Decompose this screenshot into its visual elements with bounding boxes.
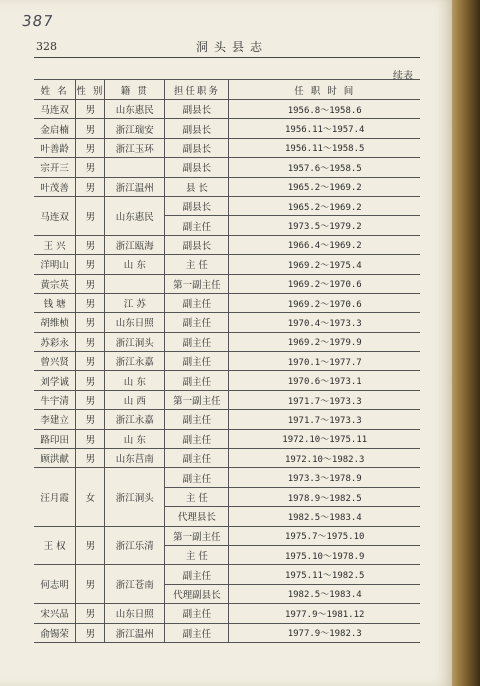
sex-cell: 男	[76, 274, 105, 293]
name-cell: 黄宗英	[34, 274, 76, 293]
name-cell: 曾兴贤	[34, 352, 76, 371]
sex-cell: 男	[76, 235, 105, 254]
name-cell: 马连双	[34, 100, 76, 119]
name-cell: 汪月霞	[34, 468, 76, 526]
origin-cell: 山东日照	[105, 313, 165, 332]
table-row	[34, 410, 420, 429]
origin-cell: 浙江温州	[105, 623, 165, 642]
post-cell: 副主任	[165, 293, 229, 312]
name-cell: 金启楠	[34, 119, 76, 138]
post-cell: 副主任	[165, 410, 229, 429]
post-cell: 副县长	[165, 138, 229, 157]
name-cell: 顾洪献	[34, 449, 76, 468]
table-row	[34, 468, 420, 487]
sex-cell: 男	[76, 410, 105, 429]
post-cell: 副主任	[165, 449, 229, 468]
post-cell: 副主任	[165, 313, 229, 332]
post-cell: 副县长	[165, 196, 229, 215]
term-cell: 1977.9～1982.3	[229, 623, 420, 642]
post-cell: 主 任	[165, 545, 229, 564]
header-rule	[34, 57, 420, 58]
handwritten-annotation: 387	[20, 12, 55, 30]
table-row	[34, 623, 420, 642]
sex-cell: 男	[76, 293, 105, 312]
post-cell: 副主任	[165, 604, 229, 623]
header-post: 担任职务	[165, 80, 229, 100]
table-row	[34, 449, 420, 468]
table-body	[34, 100, 420, 643]
running-title: 洞头县志	[196, 40, 269, 54]
book-spine-edge	[452, 0, 480, 686]
table-row	[34, 565, 420, 584]
term-cell: 1977.9～1981.12	[229, 604, 420, 623]
term-cell: 1966.4～1969.2	[229, 235, 420, 254]
name-cell: 王 兴	[34, 235, 76, 254]
name-cell: 苏彩永	[34, 332, 76, 351]
term-cell: 1970.1～1977.7	[229, 352, 420, 371]
post-cell: 第一副主任	[165, 390, 229, 409]
term-cell: 1957.6～1958.5	[229, 158, 420, 177]
post-cell: 副主任	[165, 565, 229, 584]
table-row	[34, 235, 420, 254]
sex-cell: 男	[76, 526, 105, 565]
name-cell: 俞锡荣	[34, 623, 76, 642]
post-cell: 副主任	[165, 352, 229, 371]
table-row	[34, 352, 420, 371]
table-row	[34, 255, 420, 274]
sex-cell: 男	[76, 196, 105, 235]
post-cell: 主 任	[165, 255, 229, 274]
origin-cell: 山东惠民	[105, 196, 165, 235]
term-cell: 1973.5～1979.2	[229, 216, 420, 235]
page-number: 328	[36, 40, 57, 53]
term-cell: 1972.10～1975.11	[229, 429, 420, 448]
sex-cell: 男	[76, 177, 105, 196]
origin-cell: 浙江瓯海	[105, 235, 165, 254]
origin-cell: 浙江苍南	[105, 565, 165, 604]
sex-cell: 男	[76, 623, 105, 642]
table-row	[34, 604, 420, 623]
sex-cell: 男	[76, 371, 105, 390]
term-cell: 1965.2～1969.2	[229, 196, 420, 215]
term-cell: 1982.5～1983.4	[229, 507, 420, 526]
table-row	[34, 371, 420, 390]
table-row	[34, 196, 420, 215]
term-cell: 1973.3～1978.9	[229, 468, 420, 487]
term-cell: 1969.2～1979.9	[229, 332, 420, 351]
origin-cell: 山 东	[105, 371, 165, 390]
term-cell: 1965.2～1969.2	[229, 177, 420, 196]
origin-cell: 山 东	[105, 255, 165, 274]
post-cell: 副县长	[165, 119, 229, 138]
origin-cell: 山东日照	[105, 604, 165, 623]
officials-table	[34, 79, 420, 643]
post-cell: 县 长	[165, 177, 229, 196]
term-cell: 1972.10～1982.3	[229, 449, 420, 468]
post-cell: 副主任	[165, 623, 229, 642]
table-row	[34, 390, 420, 409]
origin-cell: 山东莒南	[105, 449, 165, 468]
post-cell: 副主任	[165, 468, 229, 487]
sex-cell: 男	[76, 313, 105, 332]
name-cell: 路印田	[34, 429, 76, 448]
origin-cell: 浙江瑞安	[105, 119, 165, 138]
name-cell: 宗开三	[34, 158, 76, 177]
origin-cell: 山 西	[105, 390, 165, 409]
term-cell: 1956.11～1957.4	[229, 119, 420, 138]
term-cell: 1970.6～1973.1	[229, 371, 420, 390]
sex-cell: 男	[76, 158, 105, 177]
post-cell: 第一副主任	[165, 526, 229, 545]
sex-cell: 男	[76, 255, 105, 274]
name-cell: 李建立	[34, 410, 76, 429]
name-cell: 牛宇清	[34, 390, 76, 409]
post-cell: 代理县长	[165, 507, 229, 526]
post-cell: 副县长	[165, 158, 229, 177]
term-cell: 1978.9～1982.5	[229, 487, 420, 506]
name-cell: 钱 塘	[34, 293, 76, 312]
name-cell: 洋明山	[34, 255, 76, 274]
sex-cell: 男	[76, 565, 105, 604]
term-cell: 1971.7～1973.3	[229, 410, 420, 429]
term-cell: 1956.8～1958.6	[229, 100, 420, 119]
post-cell: 副主任	[165, 332, 229, 351]
post-cell: 副县长	[165, 235, 229, 254]
name-cell: 王 权	[34, 526, 76, 565]
name-cell: 叶善龄	[34, 138, 76, 157]
table-row	[34, 158, 420, 177]
sex-cell: 男	[76, 100, 105, 119]
header-sex: 性 别	[76, 80, 105, 100]
table-row	[34, 274, 420, 293]
sex-cell: 女	[76, 468, 105, 526]
term-cell: 1982.5～1983.4	[229, 584, 420, 603]
table-row	[34, 119, 420, 138]
sex-cell: 男	[76, 352, 105, 371]
table-row	[34, 293, 420, 312]
term-cell: 1969.2～1970.6	[229, 274, 420, 293]
sex-cell: 男	[76, 429, 105, 448]
sex-cell: 男	[76, 138, 105, 157]
term-cell: 1971.7～1973.3	[229, 390, 420, 409]
sex-cell: 男	[76, 332, 105, 351]
name-cell: 胡维桢	[34, 313, 76, 332]
name-cell: 叶茂善	[34, 177, 76, 196]
table-row	[34, 177, 420, 196]
name-cell: 刘学诚	[34, 371, 76, 390]
table-row	[34, 138, 420, 157]
sex-cell: 男	[76, 449, 105, 468]
name-cell: 何志明	[34, 565, 76, 604]
sex-cell: 男	[76, 390, 105, 409]
post-cell: 副主任	[165, 216, 229, 235]
origin-cell: 浙江永嘉	[105, 352, 165, 371]
origin-cell: 浙江乐清	[105, 526, 165, 565]
term-cell: 1956.11～1958.5	[229, 138, 420, 157]
post-cell: 代理副县长	[165, 584, 229, 603]
header-term: 任 职 时 间	[229, 80, 420, 100]
header-origin: 籍 贯	[105, 80, 165, 100]
origin-cell	[105, 158, 165, 177]
origin-cell: 山 东	[105, 429, 165, 448]
origin-cell	[105, 274, 165, 293]
origin-cell: 浙江永嘉	[105, 410, 165, 429]
term-cell: 1970.4～1973.3	[229, 313, 420, 332]
term-cell: 1975.7～1975.10	[229, 526, 420, 545]
table-row	[34, 100, 420, 119]
origin-cell: 江 苏	[105, 293, 165, 312]
sex-cell: 男	[76, 604, 105, 623]
post-cell: 副县长	[165, 100, 229, 119]
post-cell: 主 任	[165, 487, 229, 506]
origin-cell: 浙江温州	[105, 177, 165, 196]
table-row	[34, 313, 420, 332]
sex-cell: 男	[76, 119, 105, 138]
post-cell: 第一副主任	[165, 274, 229, 293]
origin-cell: 浙江洞头	[105, 468, 165, 526]
term-cell: 1969.2～1970.6	[229, 293, 420, 312]
origin-cell: 浙江玉环	[105, 138, 165, 157]
origin-cell: 山东惠民	[105, 100, 165, 119]
continued-label: 续表	[393, 71, 413, 82]
post-cell: 副主任	[165, 429, 229, 448]
header-name: 姓 名	[34, 80, 76, 100]
table-row	[34, 429, 420, 448]
origin-cell: 浙江洞头	[105, 332, 165, 351]
term-cell: 1975.11～1982.5	[229, 565, 420, 584]
table-header-row	[34, 80, 420, 100]
name-cell: 马连双	[34, 196, 76, 235]
table-row	[34, 526, 420, 545]
term-cell: 1969.2～1975.4	[229, 255, 420, 274]
table-row	[34, 332, 420, 351]
name-cell: 宋兴品	[34, 604, 76, 623]
post-cell: 副主任	[165, 371, 229, 390]
term-cell: 1975.10～1978.9	[229, 545, 420, 564]
